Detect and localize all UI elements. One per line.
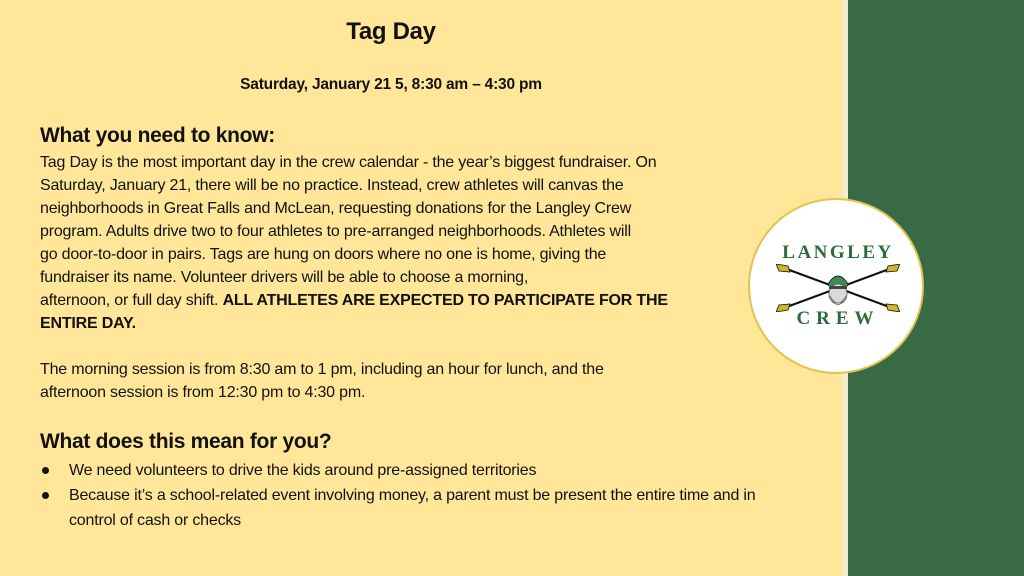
paragraph-line bbox=[40, 289, 760, 312]
session-times-paragraph bbox=[40, 358, 760, 404]
oar-blade bbox=[776, 264, 790, 272]
paragraph-line: neighborhoods in Great Falls and McLean, requesting donations for the Langley Crew bbox=[40, 200, 632, 217]
section-heading-what-it-means: What does this mean for you? bbox=[40, 430, 332, 453]
section-heading-need-to-know: What you need to know: bbox=[40, 124, 275, 147]
logo-bottom-text: CREW bbox=[796, 308, 880, 329]
list-item bbox=[40, 483, 760, 533]
list-item-text: Because it’s a school-related event involving money, a parent must be present the entire time and in control of cash or checks bbox=[69, 487, 756, 529]
need-to-know-paragraph bbox=[40, 151, 760, 335]
bullet-icon bbox=[42, 492, 49, 499]
viking-head-icon bbox=[828, 276, 848, 305]
paragraph-line: The morning session is from 8:30 am to 1 pm, including an hour for lunch, and the bbox=[40, 361, 604, 378]
paragraph-line: Tag Day is the most important day in the crew calendar - the year’s biggest fundraiser. On bbox=[40, 154, 657, 171]
paragraph-line: afternoon session is from 12:30 pm to 4:30 pm. bbox=[40, 384, 366, 401]
bullet-list bbox=[40, 458, 760, 533]
paragraph-line: program. Adults drive two to four athletes to pre-arranged neighborhoods. Athletes will bbox=[40, 223, 631, 240]
crossed-oars-icon bbox=[776, 264, 900, 312]
participation-notice-continued: ENTIRE DAY. bbox=[40, 315, 136, 332]
langley-crew-logo bbox=[776, 234, 900, 330]
list-item-text: We need volunteers to drive the kids around pre-assigned territories bbox=[69, 462, 537, 479]
paragraph-line: Saturday, January 21, there will be no practice. Instead, crew athletes will canvas the bbox=[40, 177, 624, 194]
paragraph-line: fundraiser its name. Volunteer drivers will be able to choose a morning, bbox=[40, 269, 529, 286]
list-item bbox=[40, 458, 760, 483]
oar-blade bbox=[886, 264, 900, 272]
page-title: Tag Day bbox=[346, 18, 436, 45]
event-date-line: Saturday, January 21 5, 8:30 am – 4:30 pm bbox=[240, 76, 542, 93]
paragraph-text: afternoon, or full day shift. bbox=[40, 292, 223, 309]
participation-notice: ALL ATHLETES ARE EXPECTED TO PARTICIPATE FOR THE bbox=[222, 292, 668, 309]
paragraph-line: go door-to-door in pairs. Tags are hung on doors where no one is home, giving the bbox=[40, 246, 607, 263]
bullet-icon bbox=[42, 467, 49, 474]
logo-top-text: LANGLEY bbox=[782, 242, 894, 263]
